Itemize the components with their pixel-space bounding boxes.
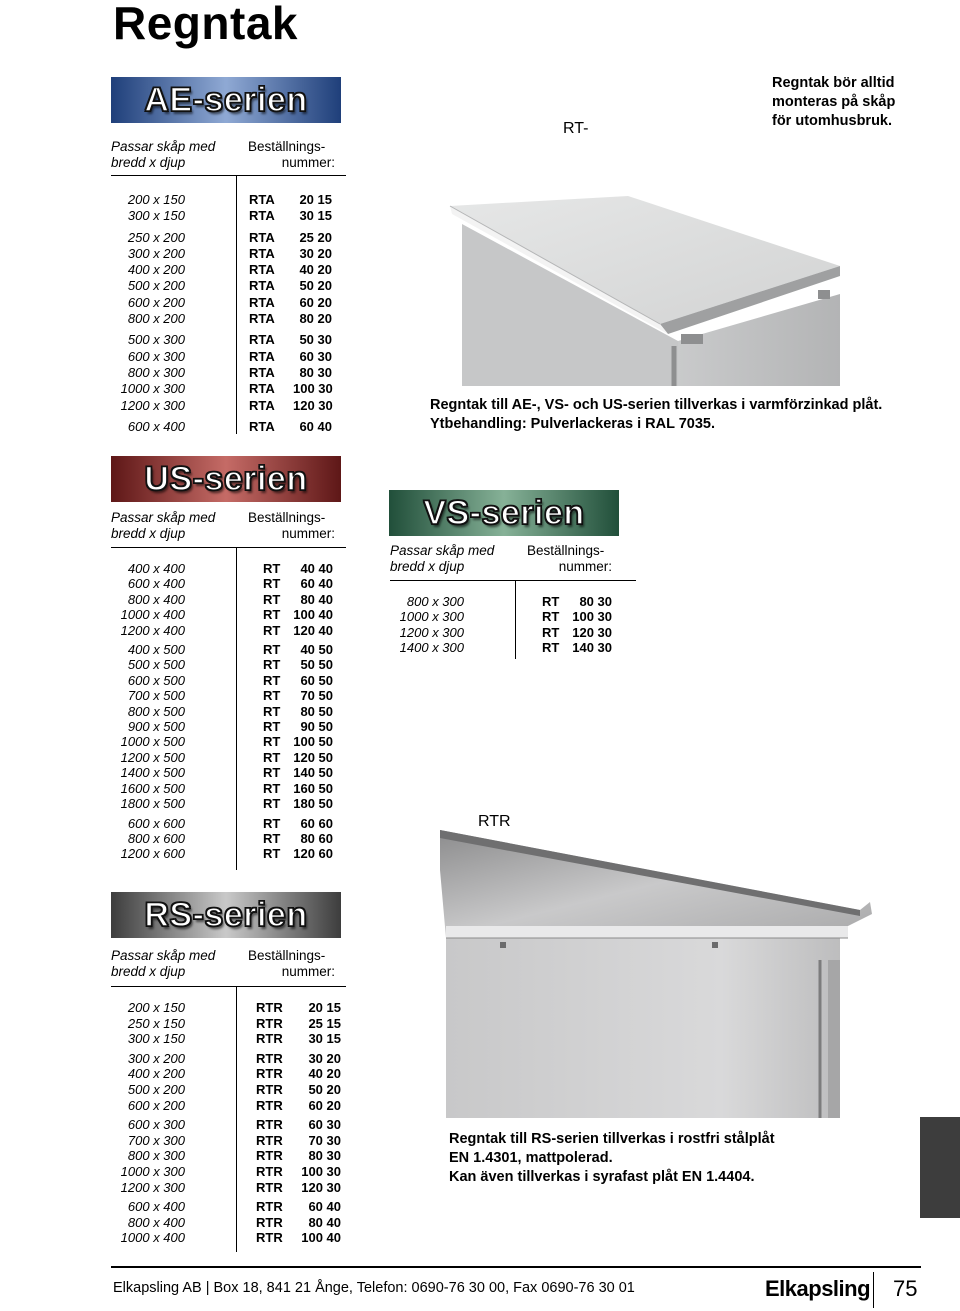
us-order-number — [263, 846, 333, 861]
rs-order-number — [256, 1016, 341, 1032]
vs-order-number — [542, 625, 612, 640]
order-prefix: RT — [263, 576, 281, 592]
order-dimension: 50 30 — [299, 332, 332, 348]
ae-size-cell: 300 x 150 — [127, 208, 185, 224]
order-header-line1: Beställnings- — [248, 139, 326, 154]
us-order-number — [263, 796, 333, 811]
order-header-line2: nummer: — [281, 964, 335, 979]
us-order-header — [248, 510, 335, 542]
order-dimension: 70 30 — [308, 1132, 341, 1148]
order-prefix: RTA — [249, 348, 275, 364]
us-order-number — [263, 688, 333, 703]
ae-size-cell: 600 x 400 — [127, 418, 185, 434]
rs-order-number — [256, 1082, 341, 1098]
order-prefix: RTA — [249, 364, 275, 380]
size-header-line1: Passar skåp med — [111, 948, 216, 963]
order-prefix: RT — [263, 688, 281, 704]
us-order-number — [263, 765, 333, 780]
order-prefix: RTR — [256, 1050, 283, 1066]
order-dimension: 30 15 — [299, 208, 332, 224]
order-dimension: 100 30 — [572, 609, 612, 625]
order-dimension: 120 60 — [293, 846, 333, 862]
rs-size-cell: 300 x 150 — [127, 1031, 185, 1047]
us-size-cell: 600 x 400 — [127, 576, 185, 592]
us-size-cell: 400 x 500 — [127, 642, 185, 658]
order-dimension: 100 30 — [293, 381, 333, 397]
rs-size-header — [111, 948, 241, 980]
us-header-rule — [111, 547, 346, 548]
ae-order-number — [249, 365, 332, 381]
rs-order-number — [256, 1133, 341, 1149]
order-dimension: 80 30 — [308, 1148, 341, 1164]
order-prefix: RT — [263, 672, 281, 688]
order-prefix: RT — [263, 642, 281, 658]
vs-order-number — [542, 594, 612, 609]
rs-size-column — [100, 1000, 185, 1246]
vs-series-banner: VS-serien — [389, 490, 619, 536]
rs-size-cell: 1000 x 300 — [120, 1163, 185, 1179]
rs-order-number — [256, 1180, 341, 1196]
order-dimension: 120 50 — [293, 749, 333, 765]
order-prefix: RT — [263, 657, 281, 673]
us-size-cell: 1800 x 500 — [120, 796, 185, 812]
size-header-line1: Passar skåp med — [390, 543, 495, 558]
us-size-cell: 800 x 400 — [127, 591, 185, 607]
order-dimension: 140 50 — [293, 765, 333, 781]
order-dimension: 50 20 — [299, 278, 332, 294]
ae-series-banner: AE-serien — [111, 77, 341, 123]
order-header-line1: Beställnings- — [527, 543, 605, 558]
ae-size-cell: 300 x 200 — [127, 245, 185, 261]
note-line: Regntak till RS-serien tillverkas i rostfri stålplåt — [449, 1131, 775, 1147]
order-prefix: RTA — [249, 262, 275, 278]
order-prefix: RT — [263, 765, 281, 781]
order-prefix: RTR — [256, 1148, 283, 1164]
order-prefix: RTR — [256, 1179, 283, 1195]
order-header-line1: Beställnings- — [248, 510, 326, 525]
rs-size-cell: 800 x 300 — [127, 1148, 185, 1164]
ae-size-cell: 500 x 300 — [127, 332, 185, 348]
order-dimension: 100 40 — [293, 607, 333, 623]
order-prefix: RTR — [256, 1066, 283, 1082]
order-prefix: RT — [542, 609, 560, 625]
rs-size-cell: 800 x 400 — [127, 1214, 185, 1230]
order-dimension: 40 50 — [300, 642, 333, 658]
order-prefix: RT — [263, 622, 281, 638]
order-prefix: RTR — [256, 1117, 283, 1133]
order-prefix: RT — [263, 749, 281, 765]
order-dimension: 80 40 — [308, 1214, 341, 1230]
us-order-number — [263, 719, 333, 734]
order-dimension: 40 20 — [308, 1066, 341, 1082]
us-size-cell: 1200 x 600 — [120, 846, 185, 862]
us-order-number — [263, 750, 333, 765]
order-header-line2: nummer: — [558, 559, 612, 574]
order-prefix: RT — [542, 624, 560, 640]
ae-order-number — [249, 192, 332, 208]
vs-size-cell: 1200 x 300 — [399, 624, 464, 640]
us-order-number — [263, 561, 333, 576]
us-column-divider — [236, 548, 237, 870]
vs-column-divider — [515, 581, 516, 659]
order-dimension: 100 40 — [301, 1230, 341, 1246]
order-dimension: 80 50 — [300, 703, 333, 719]
rs-order-number — [256, 1098, 341, 1114]
order-dimension: 120 30 — [572, 624, 612, 640]
order-dimension: 120 30 — [293, 397, 333, 413]
size-header-line1: Passar skåp med — [111, 139, 216, 154]
order-dimension: 120 40 — [293, 622, 333, 638]
rtr-roof-illustration — [440, 830, 880, 1118]
rt-product-label: RT- — [563, 120, 589, 137]
order-prefix: RT — [542, 640, 560, 656]
order-dimension: 60 40 — [300, 576, 333, 592]
us-order-number — [263, 673, 333, 688]
ae-header-rule — [111, 175, 346, 176]
ae-order-number — [249, 295, 332, 311]
rs-size-cell: 700 x 300 — [127, 1132, 185, 1148]
order-prefix: RT — [263, 561, 281, 576]
order-prefix: RTR — [256, 1214, 283, 1230]
order-prefix: RT — [263, 846, 281, 862]
order-dimension: 25 15 — [308, 1015, 341, 1031]
order-dimension: 160 50 — [293, 780, 333, 796]
us-size-cell: 1400 x 500 — [120, 765, 185, 781]
rs-order-number — [256, 1051, 341, 1067]
rs-size-cell: 600 x 400 — [127, 1199, 185, 1215]
vs-order-number — [542, 609, 612, 624]
us-order-number — [263, 642, 333, 657]
vs-size-cell: 1400 x 300 — [399, 640, 464, 656]
ae-order-number — [249, 262, 332, 278]
order-prefix: RT — [263, 796, 281, 812]
order-prefix: RTR — [256, 1230, 283, 1246]
order-dimension: 80 60 — [300, 830, 333, 846]
order-dimension: 25 20 — [299, 229, 332, 245]
order-prefix: RTR — [256, 1199, 283, 1215]
vs-size-column — [378, 594, 464, 656]
order-prefix: RT — [263, 719, 281, 735]
order-prefix: RT — [263, 591, 281, 607]
note-line: Kan även tillverkas i syrafast plåt EN 1.4404. — [449, 1169, 755, 1185]
us-order-number — [263, 781, 333, 796]
order-prefix: RT — [263, 780, 281, 796]
rs-code-column — [256, 1000, 341, 1246]
order-prefix: RTR — [256, 1000, 283, 1015]
rs-order-number — [256, 1215, 341, 1231]
vs-size-header — [390, 543, 520, 575]
order-dimension: 60 40 — [308, 1199, 341, 1215]
rs-order-number — [256, 1000, 341, 1016]
order-prefix: RTA — [249, 397, 275, 413]
order-prefix: RTR — [256, 1031, 283, 1047]
order-prefix: RTA — [249, 311, 275, 327]
us-size-cell: 500 x 500 — [127, 657, 185, 673]
order-dimension: 20 15 — [299, 192, 332, 207]
us-order-number — [263, 592, 333, 607]
outdoor-mounting-note — [772, 74, 895, 131]
note-line: Regntak bör alltid — [772, 75, 895, 91]
us-size-cell: 1000 x 500 — [120, 734, 185, 750]
us-size-cell: 600 x 500 — [127, 672, 185, 688]
rs-order-number — [256, 1199, 341, 1215]
vs-size-cell: 1000 x 300 — [399, 609, 464, 625]
order-dimension: 60 30 — [308, 1117, 341, 1133]
order-dimension: 90 50 — [300, 719, 333, 735]
us-size-cell: 1200 x 500 — [120, 749, 185, 765]
ae-order-number — [249, 419, 332, 435]
ae-size-cell: 600 x 200 — [127, 294, 185, 310]
order-prefix: RTA — [249, 208, 275, 224]
order-dimension: 20 15 — [308, 1000, 341, 1015]
us-order-number — [263, 816, 333, 831]
size-header-line1: Passar skåp med — [111, 510, 216, 525]
ae-order-number — [249, 230, 332, 246]
order-dimension: 80 40 — [300, 591, 333, 607]
order-prefix: RTA — [249, 381, 275, 397]
page-title: Regntak — [113, 0, 298, 49]
rs-size-cell: 200 x 150 — [127, 1000, 185, 1015]
us-size-cell: 400 x 400 — [127, 561, 185, 576]
order-dimension: 60 20 — [308, 1097, 341, 1113]
us-code-column — [263, 561, 333, 862]
size-header-line2: bredd x djup — [111, 526, 186, 541]
footer-divider — [873, 1272, 874, 1308]
size-header-line2: bredd x djup — [111, 964, 186, 979]
ae-size-cell: 500 x 200 — [127, 278, 185, 294]
vs-code-column — [542, 594, 612, 656]
order-header-line2: nummer: — [281, 155, 335, 170]
rt-roof-illustration — [438, 196, 843, 386]
rs-size-cell: 400 x 200 — [127, 1066, 185, 1082]
order-prefix: RTA — [249, 245, 275, 261]
rs-series-banner: RS-serien — [111, 892, 341, 938]
vs-size-cell: 800 x 300 — [406, 594, 464, 609]
order-prefix: RT — [263, 815, 281, 831]
order-dimension: 40 20 — [299, 262, 332, 278]
size-header-line2: bredd x djup — [390, 559, 465, 574]
order-dimension: 180 50 — [293, 796, 333, 812]
us-size-cell: 800 x 600 — [127, 830, 185, 846]
note-line: Regntak till AE-, VS- och US-serien tillverkas i varmförzinkad plåt. — [430, 397, 883, 413]
order-dimension: 30 15 — [308, 1031, 341, 1047]
note-line: monteras på skåp — [772, 94, 896, 110]
us-series-banner: US-serien — [111, 456, 341, 502]
note-line: EN 1.4301, mattpolerad. — [449, 1150, 613, 1166]
order-prefix: RTA — [249, 278, 275, 294]
note-line: Ytbehandling: Pulverlackeras i RAL 7035. — [430, 416, 716, 432]
order-prefix: RTR — [256, 1081, 283, 1097]
rs-order-number — [256, 1230, 341, 1246]
order-dimension: 80 30 — [579, 594, 612, 609]
us-order-number — [263, 576, 333, 591]
order-dimension: 40 40 — [300, 561, 333, 576]
page-number: 75 — [893, 1276, 918, 1301]
order-header-line2: nummer: — [281, 526, 335, 541]
order-prefix: RT — [263, 607, 281, 623]
order-prefix: RTR — [256, 1015, 283, 1031]
us-size-cell: 700 x 500 — [127, 688, 185, 704]
vs-header-rule — [390, 580, 636, 581]
elkapsling-logo: Elkapsling — [765, 1276, 871, 1301]
ae-order-number — [249, 332, 332, 348]
order-prefix: RTA — [249, 229, 275, 245]
ae-order-number — [249, 311, 332, 327]
ae-size-cell: 800 x 200 — [127, 311, 185, 327]
rs-size-cell: 600 x 300 — [127, 1117, 185, 1133]
ae-size-cell: 250 x 200 — [127, 229, 185, 245]
rtr-product-label: RTR — [478, 813, 511, 830]
us-order-number — [263, 657, 333, 672]
ae-order-header — [248, 139, 335, 171]
us-order-number — [263, 607, 333, 622]
order-prefix: RTR — [256, 1132, 283, 1148]
order-dimension: 50 50 — [300, 657, 333, 673]
vs-order-number — [542, 640, 612, 655]
size-header-line2: bredd x djup — [111, 155, 186, 170]
ae-size-cell: 800 x 300 — [127, 364, 185, 380]
order-dimension: 100 30 — [301, 1163, 341, 1179]
ae-size-cell: 1000 x 300 — [120, 381, 185, 397]
ae-size-cell: 1200 x 300 — [120, 397, 185, 413]
us-size-cell: 800 x 500 — [127, 703, 185, 719]
order-prefix: RT — [263, 830, 281, 846]
us-size-cell: 1600 x 500 — [120, 780, 185, 796]
ae-size-column — [100, 192, 185, 435]
order-dimension: 100 50 — [293, 734, 333, 750]
order-dimension: 60 60 — [300, 815, 333, 831]
order-prefix: RTA — [249, 294, 275, 310]
ae-size-header — [111, 139, 241, 171]
order-dimension: 140 30 — [572, 640, 612, 656]
order-prefix: RTA — [249, 192, 275, 207]
us-size-header — [111, 510, 241, 542]
ae-order-number — [249, 381, 332, 397]
order-prefix: RTR — [256, 1097, 283, 1113]
us-order-number — [263, 704, 333, 719]
order-dimension: 120 30 — [301, 1179, 341, 1195]
order-prefix: RT — [263, 734, 281, 750]
rs-material-note — [449, 1130, 775, 1187]
footer-contact: Elkapsling AB | Box 18, 841 21 Ånge, Telefon: 0690-76 30 00, Fax 0690-76 30 01 — [113, 1280, 635, 1296]
order-dimension: 50 20 — [308, 1081, 341, 1097]
us-order-number — [263, 831, 333, 846]
ae-size-cell: 600 x 300 — [127, 348, 185, 364]
us-size-cell: 1200 x 400 — [120, 622, 185, 638]
ae-order-number — [249, 246, 332, 262]
order-dimension: 30 20 — [299, 245, 332, 261]
order-dimension: 60 20 — [299, 294, 332, 310]
vs-order-header — [527, 543, 612, 575]
ae-order-number — [249, 208, 332, 224]
ae-code-column — [249, 192, 332, 435]
order-prefix: RTA — [249, 418, 275, 434]
us-size-cell: 900 x 500 — [127, 719, 185, 735]
rs-order-number — [256, 1117, 341, 1133]
us-order-number — [263, 623, 333, 638]
order-dimension: 80 30 — [299, 364, 332, 380]
us-size-column — [100, 561, 185, 862]
us-size-cell: 1000 x 400 — [120, 607, 185, 623]
rs-size-cell: 250 x 150 — [127, 1015, 185, 1031]
ae-order-number — [249, 278, 332, 294]
order-dimension: 30 20 — [308, 1050, 341, 1066]
order-prefix: RTA — [249, 332, 275, 348]
order-prefix: RT — [263, 703, 281, 719]
rs-size-cell: 600 x 200 — [127, 1097, 185, 1113]
rs-order-number — [256, 1066, 341, 1082]
order-dimension: 80 20 — [299, 311, 332, 327]
rs-header-rule — [111, 986, 346, 987]
rs-order-number — [256, 1031, 341, 1047]
rs-order-header — [248, 948, 335, 980]
section-side-tab — [920, 1117, 960, 1218]
rs-size-cell: 1200 x 300 — [120, 1179, 185, 1195]
order-dimension: 60 50 — [300, 672, 333, 688]
order-prefix: RTR — [256, 1163, 283, 1179]
rs-column-divider — [236, 987, 237, 1252]
order-header-line1: Beställnings- — [248, 948, 326, 963]
ae-order-number — [249, 398, 332, 414]
order-prefix: RT — [542, 594, 560, 609]
rs-size-cell: 500 x 200 — [127, 1081, 185, 1097]
ae-order-number — [249, 349, 332, 365]
material-note — [430, 396, 882, 434]
ae-column-divider — [236, 176, 237, 434]
order-dimension: 70 50 — [300, 688, 333, 704]
order-dimension: 60 30 — [299, 348, 332, 364]
ae-size-cell: 400 x 200 — [127, 262, 185, 278]
us-order-number — [263, 734, 333, 749]
rs-order-number — [256, 1148, 341, 1164]
rs-order-number — [256, 1164, 341, 1180]
note-line: för utomhusbruk. — [772, 113, 893, 129]
order-dimension: 60 40 — [299, 418, 332, 434]
ae-size-cell: 200 x 150 — [127, 192, 185, 207]
footer-rule — [111, 1266, 921, 1268]
rs-size-cell: 1000 x 400 — [120, 1230, 185, 1246]
us-size-cell: 600 x 600 — [127, 815, 185, 831]
rs-size-cell: 300 x 200 — [127, 1050, 185, 1066]
